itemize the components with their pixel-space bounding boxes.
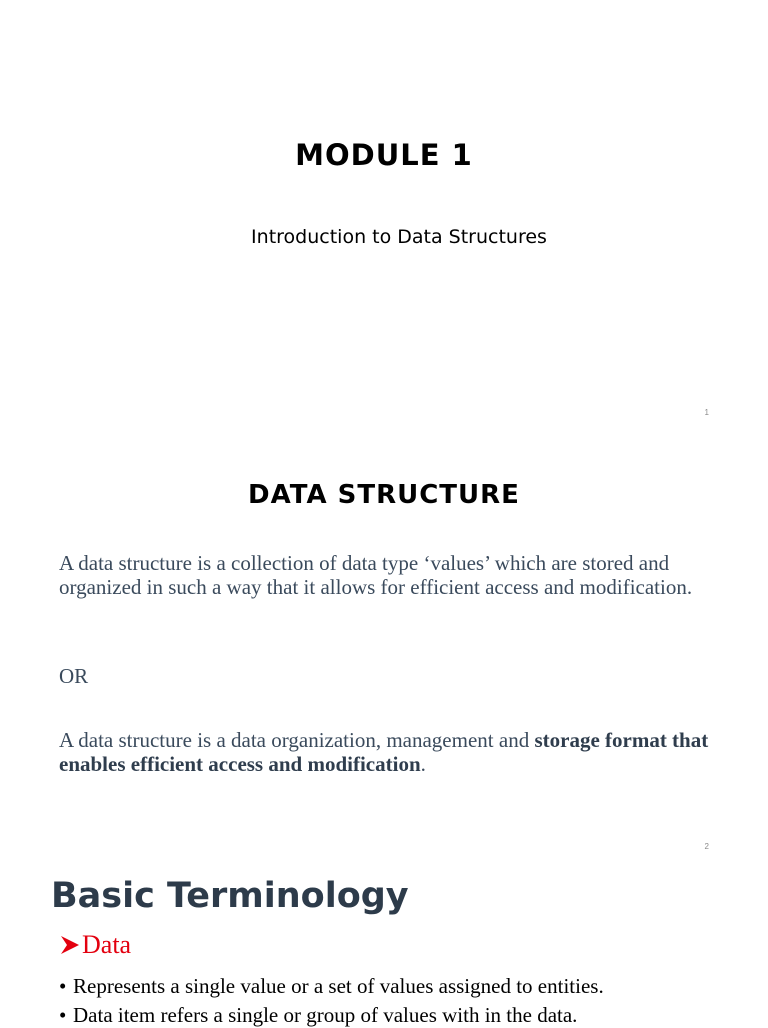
definition-text: A data structure is a data organization, management and [59, 728, 535, 752]
list-item [59, 974, 759, 999]
definition-paragraph-alt [59, 728, 719, 776]
slide-title: MODULE 1 [295, 138, 473, 172]
definition-emphasis: storage format that enables efficient access and modification [59, 728, 709, 776]
slide-title: DATA STRUCTURE [248, 480, 520, 510]
bullet-dot: • [59, 1003, 67, 1027]
list-item [59, 1003, 759, 1028]
definition-paragraph: A data structure is a collection of data type ‘values’ which are stored and organized in such a way that it allows for efficient access and modification. [59, 551, 693, 599]
list-item-text: Represents a single value or a set of values assigned to entities. [73, 974, 604, 998]
bullet-dot: • [59, 974, 67, 998]
slide-basic-terminology [0, 866, 768, 1027]
list-item-text: Data item refers a single or group of values with in the data. [73, 1003, 578, 1027]
term-label: Data [82, 930, 132, 959]
definition-period: . [420, 752, 426, 776]
slide-data-structure [0, 433, 768, 866]
slide-title: Basic Terminology [51, 876, 409, 916]
page-number: 2 [704, 842, 709, 851]
term-heading [59, 930, 131, 960]
slide-module-title [0, 0, 768, 433]
arrow-bullet-icon [59, 933, 81, 957]
page-number: 1 [704, 408, 709, 417]
slide-subtitle: Introduction to Data Structures [251, 226, 547, 248]
or-separator: OR [59, 664, 89, 688]
